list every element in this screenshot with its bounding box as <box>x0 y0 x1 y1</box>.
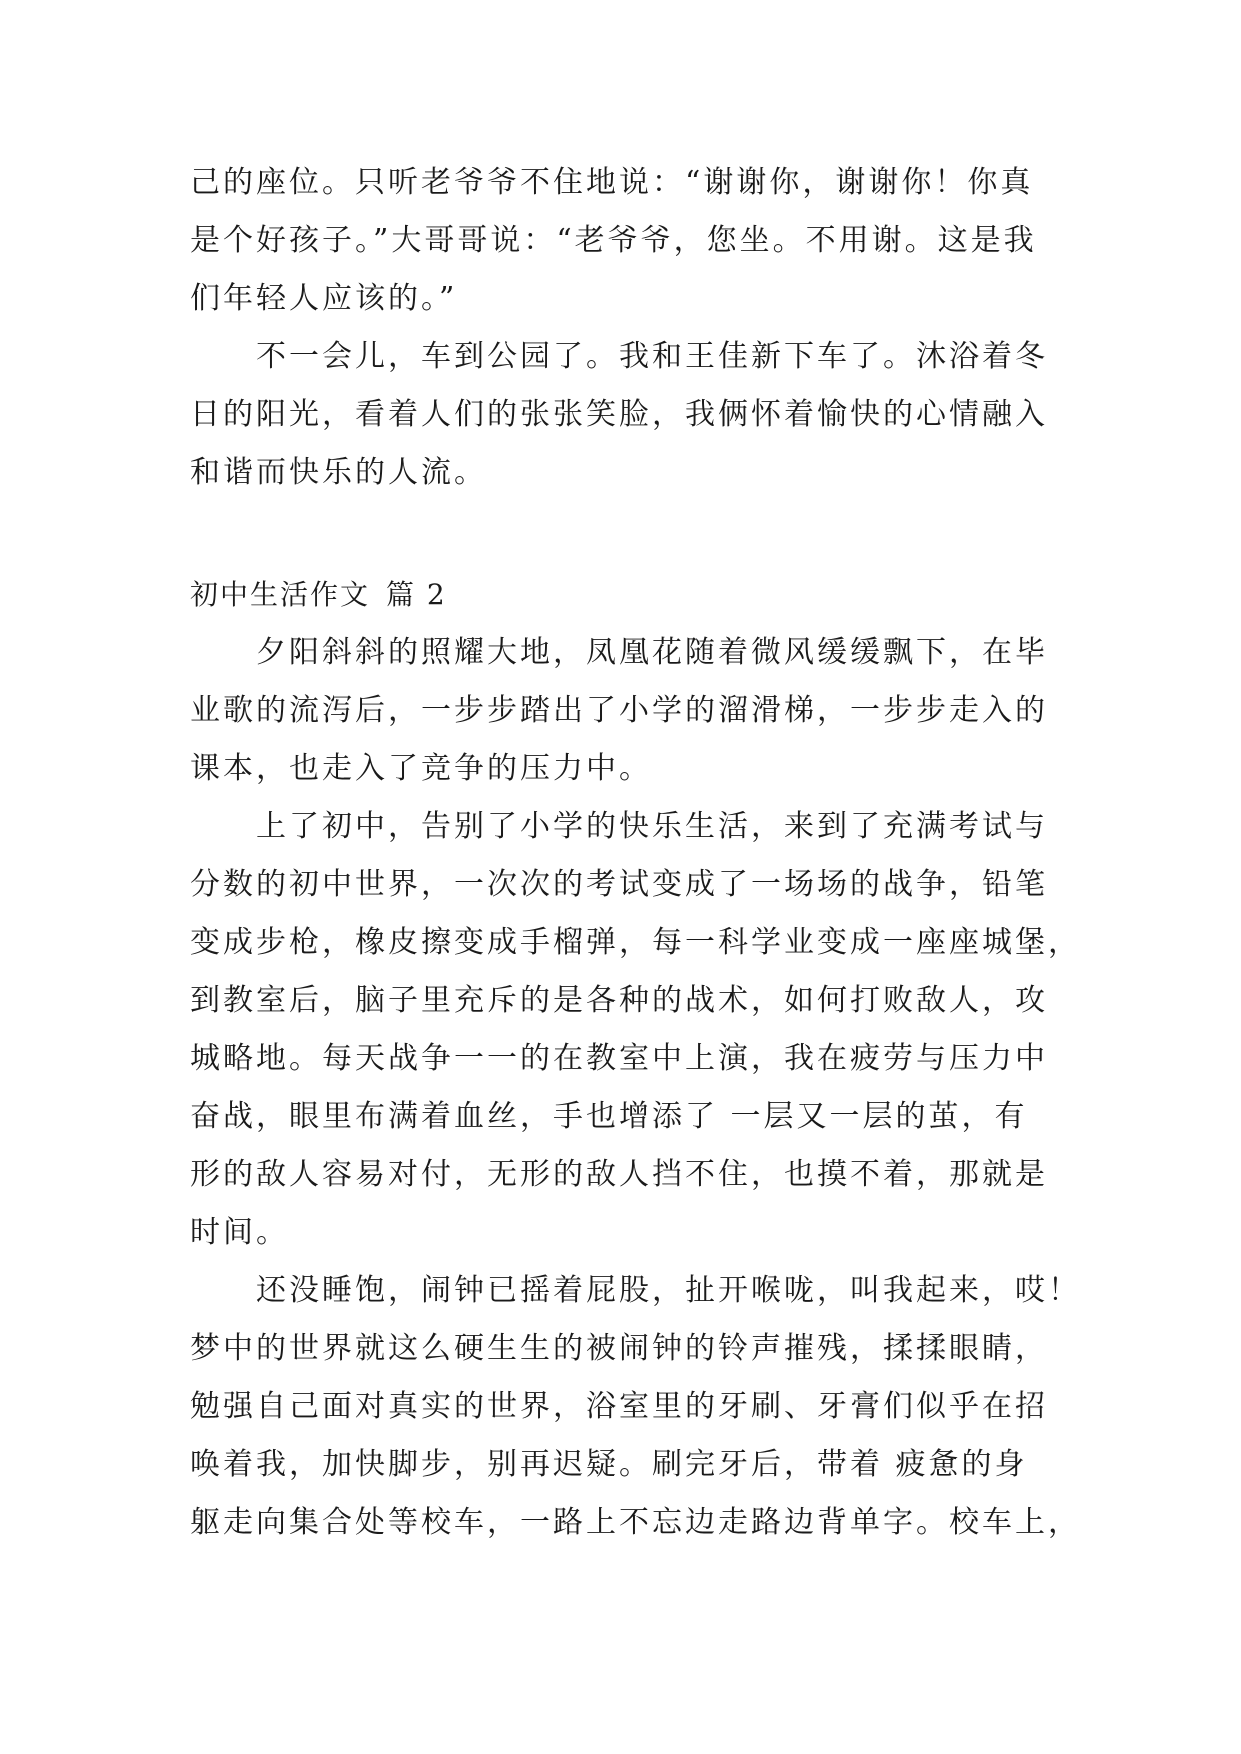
text-line: 勉强自己面对真实的世界，浴室里的牙刷、牙膏们似乎在招 <box>190 1389 1048 1424</box>
text-line: 己的座位。只听老爷爷不住地说：“谢谢你，谢谢你！你真 <box>190 165 1034 200</box>
section-heading <box>190 566 447 624</box>
text-line: 躯走向集合处等校车，一路上不忘边走路边背单字。校车上， <box>190 1505 1081 1540</box>
section-1-text <box>190 154 1050 502</box>
text-line: 不一会儿，车到公园了。我和王佳新下车了。沐浴着冬 <box>256 339 1048 374</box>
text-line: 和谐而快乐的人流。 <box>190 455 487 490</box>
text-line: 形的敌人容易对付，无形的敌人挡不住，也摸不着，那就是 <box>190 1157 1048 1192</box>
text-line: 变成步枪，橡皮擦变成手榴弹，每一科学业变成一座座城堡， <box>190 925 1081 960</box>
text-line: 唤着我，加快脚步，别再迟疑。刷完牙后，带着 疲惫的身 <box>190 1447 1028 1482</box>
heading-number: 篇 2 <box>386 578 447 611</box>
text-line: 夕阳斜斜的照耀大地，凤凰花随着微风缓缓飘下，在毕 <box>256 635 1048 670</box>
text-line: 梦中的世界就这么硬生生的被闹钟的铃声摧残，揉揉眼睛， <box>190 1331 1048 1366</box>
text-line: 时间。 <box>190 1215 289 1250</box>
text-line: 上了初中，告别了小学的快乐生活，来到了充满考试与 <box>256 809 1048 844</box>
heading-title: 初中生活作文 <box>190 578 371 611</box>
text-line: 还没睡饱，闹钟已摇着屁股，扯开喉咙，叫我起来，哎！ <box>256 1273 1081 1308</box>
text-line: 业歌的流泻后，一步步踏出了小学的溜滑梯，一步步走入的 <box>190 693 1048 728</box>
text-line: 日的阳光，看着人们的张张笑脸，我俩怀着愉快的心情融入 <box>190 397 1048 432</box>
text-line: 分数的初中世界，一次次的考试变成了一场场的战争，铅笔 <box>190 867 1048 902</box>
text-line: 课本，也走入了竞争的压力中。 <box>190 751 652 786</box>
text-line: 们年轻人应该的。” <box>190 281 458 316</box>
text-line: 奋战，眼里布满着血丝，手也增添了 一层又一层的茧，有 <box>190 1099 1028 1134</box>
section-2-text <box>190 624 1081 1552</box>
text-line: 到教室后，脑子里充斥的是各种的战术，如何打败敌人，攻 <box>190 983 1048 1018</box>
text-line: 城略地。每天战争一一的在教室中上演，我在疲劳与压力中 <box>190 1041 1048 1076</box>
text-line: 是个好孩子。”大哥哥说：“老爷爷，您坐。不用谢。这是我 <box>190 223 1037 258</box>
